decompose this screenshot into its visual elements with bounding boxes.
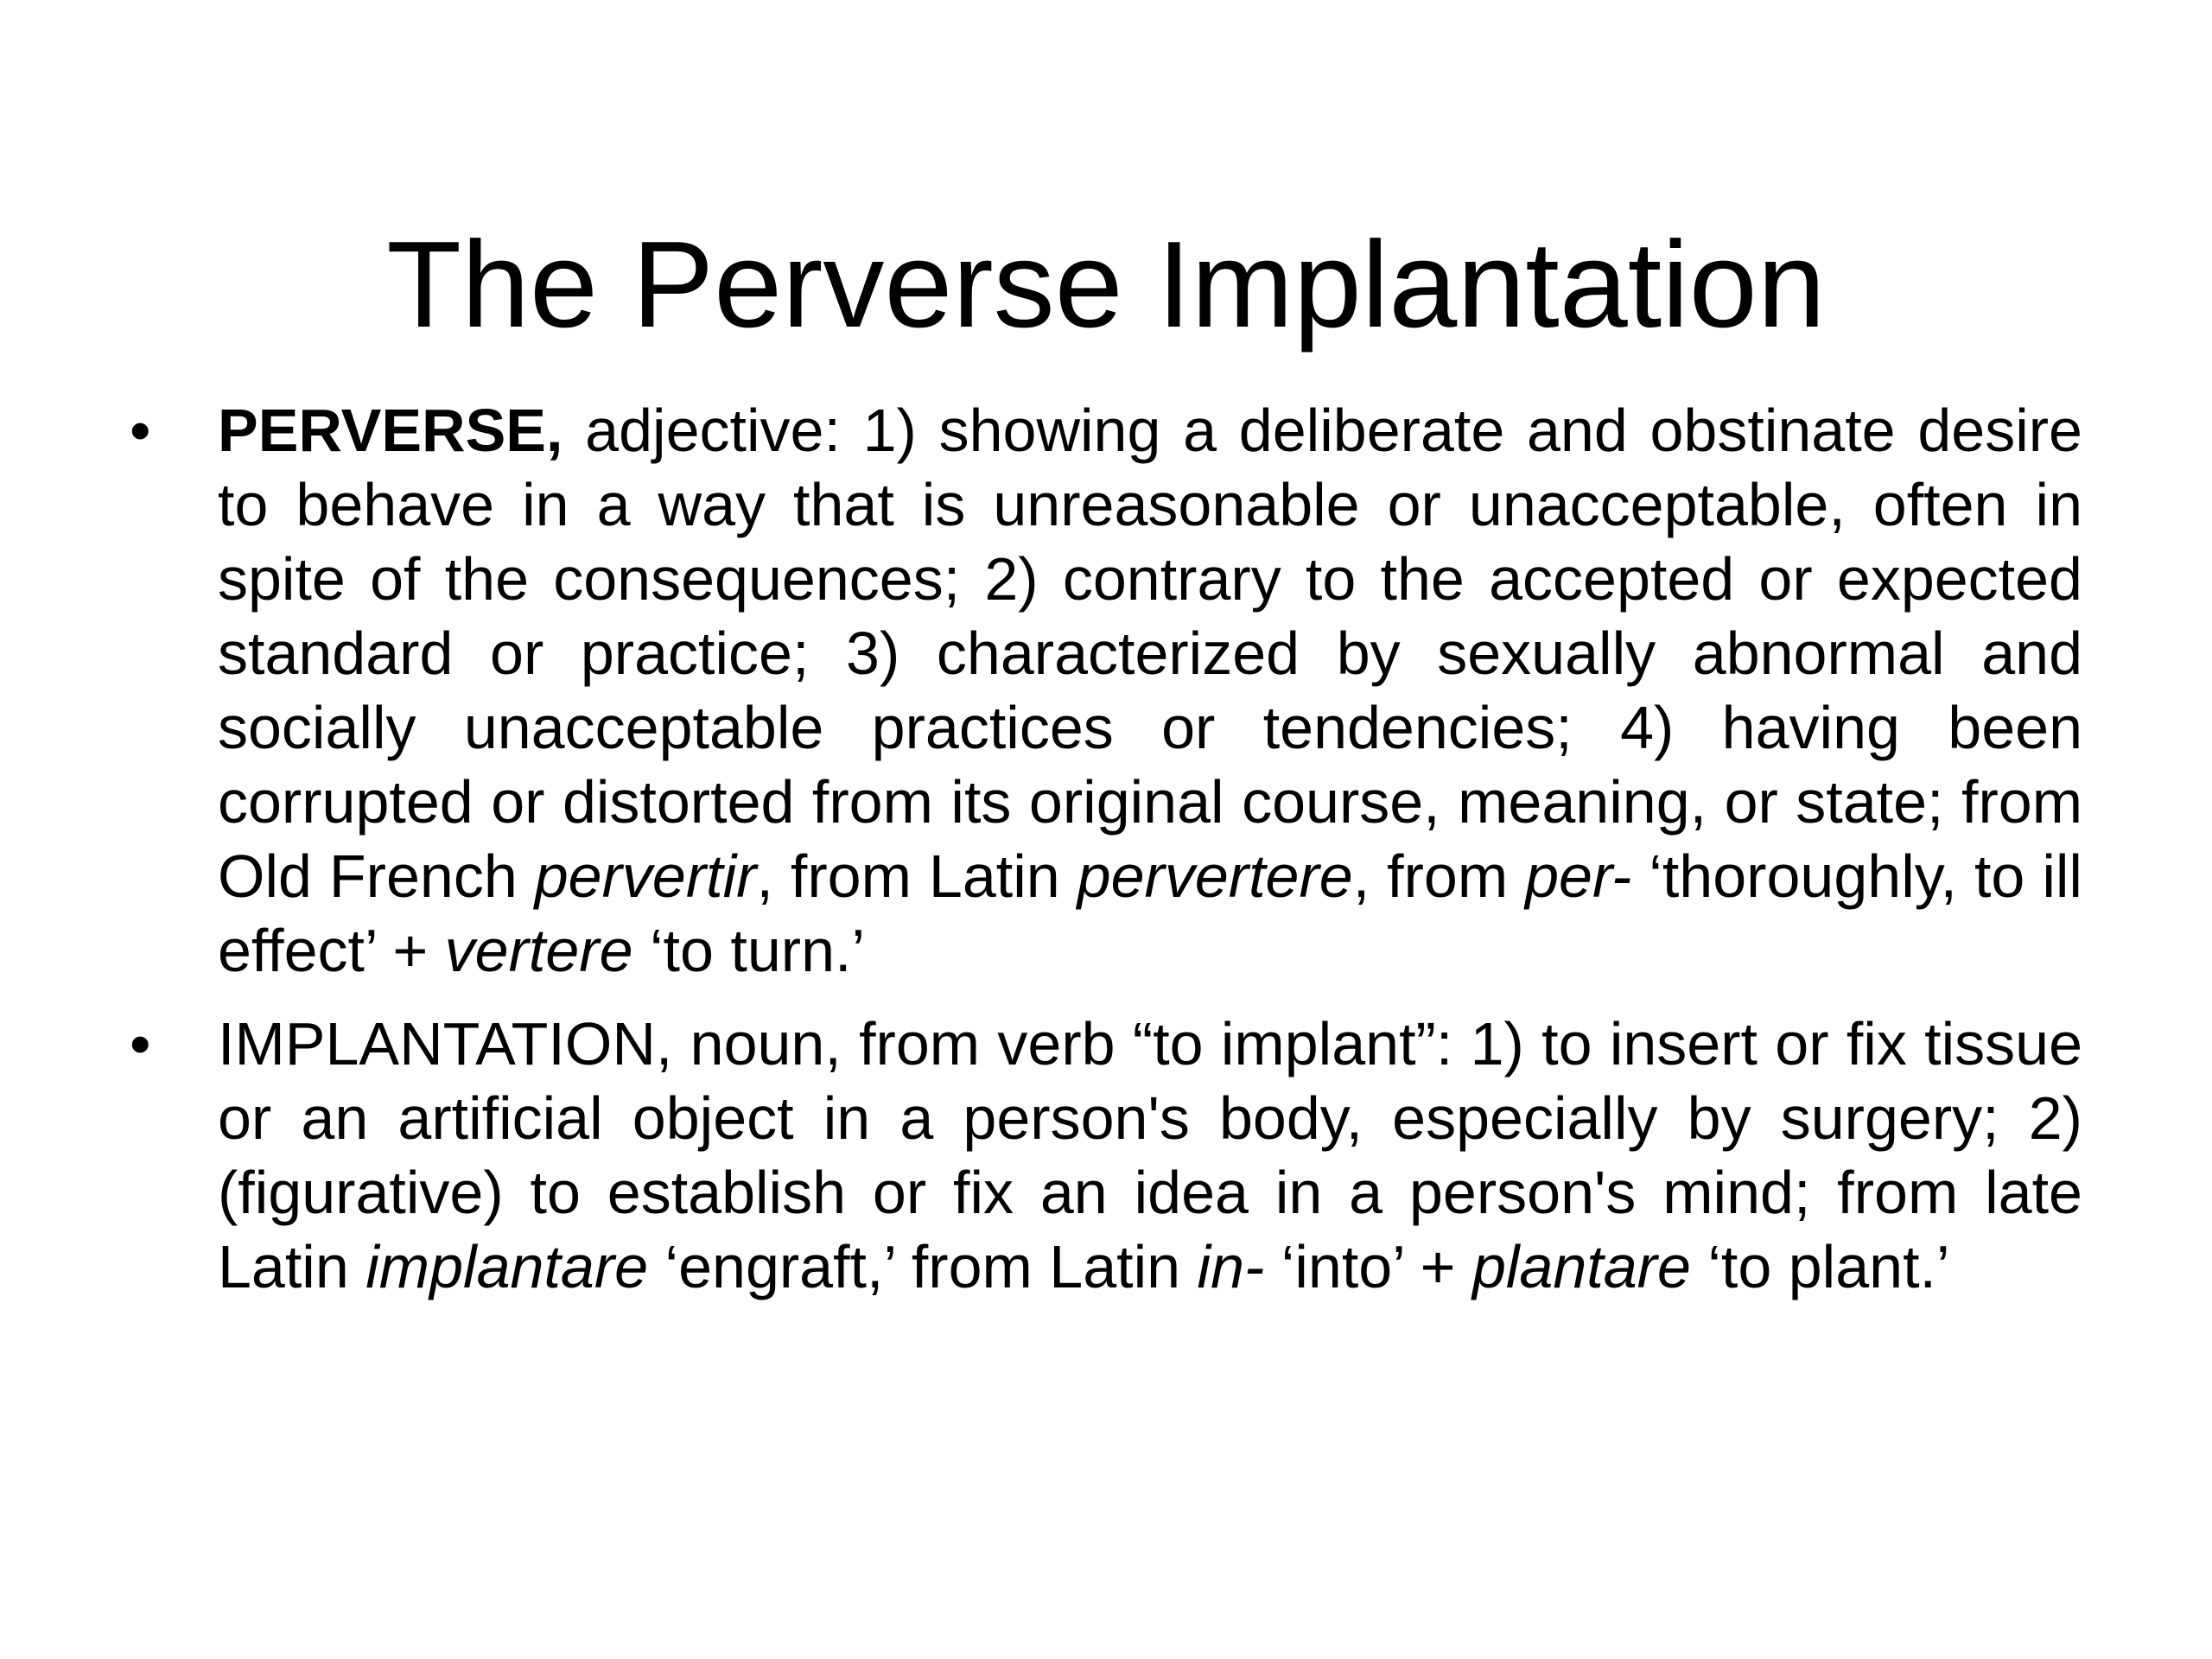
definition-text: , from Latin: [756, 842, 1077, 910]
etymology-italic: pervertere: [1077, 842, 1353, 910]
etymology-italic: per-: [1525, 842, 1632, 910]
bullet-text: [218, 393, 2082, 988]
definition-text: ‘engraft,’ from Latin: [648, 1233, 1198, 1300]
definition-text: ‘into’ +: [1264, 1233, 1472, 1300]
definition-text: IMPLANTATION, noun, from verb “to implant”: 1) to insert or fix tissue or an artificial object in a person's body, especially by surgery; 2) (figurative) to establish or fix an idea in a person's mind; from late Latin: [218, 1010, 2082, 1300]
definition-text: ‘thoroughly, to ill effect’ +: [218, 842, 2082, 984]
etymology-italic: implantare: [365, 1233, 649, 1300]
bullet-text: [218, 1007, 2082, 1304]
definition-text: ‘to turn.’: [632, 917, 865, 984]
bullet-marker: •: [130, 397, 151, 464]
bullet-list: [130, 393, 2082, 1323]
bullet-marker: •: [130, 1010, 151, 1077]
etymology-italic: pervertir: [534, 842, 757, 910]
slide-title: The Perverse Implantation: [386, 216, 1826, 354]
definition-text: adjective: 1) showing a deliberate and obstinate desire to behave in a way that is unreasonable or unacceptable, often in spite of the consequences; 2) contrary to the accepted or expected standard or practice; 3) characterized by sexually abnormal and socially unacceptable practices or tendencies; 4) having been corrupted or distorted from its original course, meaning, or state; from Old French: [218, 397, 2082, 910]
etymology-italic: in-: [1197, 1233, 1265, 1300]
term-perverse: PERVERSE,: [218, 397, 563, 464]
bullet-implantation-definition: [130, 1007, 2082, 1304]
definition-text: ‘to plant.’: [1690, 1233, 1950, 1300]
etymology-italic: vertere: [444, 917, 633, 984]
definition-text: , from: [1352, 842, 1526, 910]
bullet-perverse-definition: [130, 393, 2082, 988]
etymology-italic: plantare: [1471, 1233, 1691, 1300]
